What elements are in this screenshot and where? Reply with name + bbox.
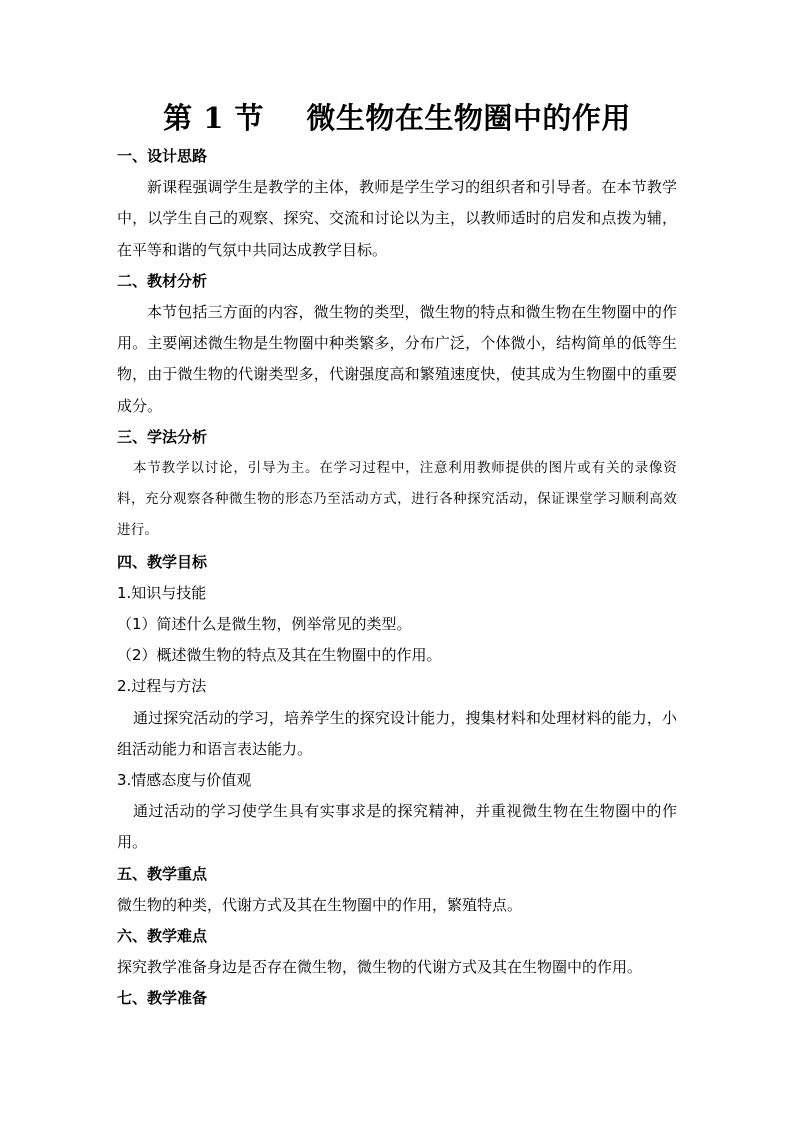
section-paragraph-key-points: 微生物的种类，代谢方式及其在生物圈中的作用，繁殖特点。 — [117, 895, 523, 914]
goal-process-paragraph: 通过探究活动的学习，培养学生的探究设计能力，搜集材料和处理材料的能力，小组活动能力和语言表达能力。 — [117, 708, 677, 758]
goal-attitude-title: 3.情感态度与价值观 — [117, 771, 252, 790]
document-body — [117, 141, 677, 1015]
section-heading-difficulties: 六、教学难点 — [117, 927, 208, 946]
section-paragraph-difficulties: 探究教学准备身边是否存在微生物，微生物的代谢方式及其在生物圈中的作用。 — [117, 958, 643, 977]
goal-knowledge-item-1: （1）简述什么是微生物，例举常见的类型。 — [117, 615, 412, 634]
section-heading-design: 一、设计思路 — [117, 147, 208, 165]
page-title: 第 1 节 微生物在生物圈中的作用 — [163, 101, 631, 135]
section-heading-goals: 四、教学目标 — [117, 552, 208, 571]
section-heading-material: 二、教材分析 — [117, 271, 208, 290]
section-heading-preparation: 七、教学准备 — [117, 989, 208, 1008]
goal-knowledge-item-2: （2）概述微生物的特点及其在生物圈中的作用。 — [117, 646, 442, 665]
section-paragraph-design: 新课程强调学生是教学的主体，教师是学生学习的组织者和引导者。在本节教学中，以学生自己的观察、探究、交流和讨论以为主，以教师适时的启发和点拨为辅，在平等和谐的气氛中共同达成教学目标。 — [117, 178, 677, 259]
section-heading-key-points: 五、教学重点 — [117, 864, 208, 883]
goal-knowledge-title: 1.知识与技能 — [117, 583, 207, 602]
section-paragraph-method: 本节教学以讨论，引导为主。在学习过程中，注意利用教师提供的图片或有关的录像资料，充分观察各种微生物的形态乃至活动方式，进行各种探究活动，保证课堂学习顺利高效进行。 — [117, 460, 677, 539]
goal-process-title: 2.过程与方法 — [117, 677, 207, 696]
section-paragraph-material: 本节包括三方面的内容，微生物的类型，微生物的特点和微生物在生物圈中的作用。主要阐述微生物是生物圈中种类繁多，分布广泛，个体微小，结构简单的低等生物，由于微生物的代谢类型多，代谢强度高和繁殖速度快，使其成为生物圈中的重要成分。 — [117, 303, 677, 415]
section-heading-method: 三、学法分析 — [117, 427, 208, 446]
goal-attitude-paragraph: 通过活动的学习使学生具有实事求是的探究精神，并重视微生物在生物圈中的作用。 — [117, 802, 677, 852]
